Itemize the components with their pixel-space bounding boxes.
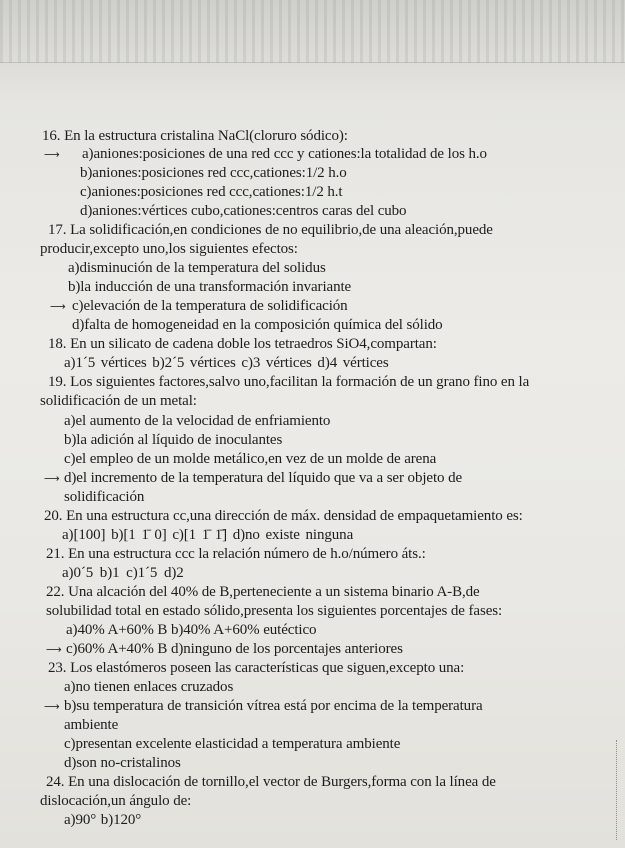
page-edge-marks [616,740,623,840]
question-22-options-line-2: c)60% A+40% B d)ninguno de los porcentajes anteriores [66,641,403,657]
question-21-options: a)0´5 b)1 c)1´5 d)2 [62,565,184,581]
question-17-stem-line-1: 17. La solidificación,en condiciones de no equilibrio,de una aleación,puede [48,222,493,238]
question-19-option-d-continued: solidificación [64,489,145,505]
arrow-marker-icon: ⟶ [44,148,60,161]
question-19-stem-line-2: solidificación de un metal: [40,393,197,409]
arrow-marker-icon: ⟶ [46,643,62,656]
question-23-option-b: b)su temperatura de transición vítrea está por encima de la temperatura [64,698,483,714]
question-17-option-c: c)elevación de la temperatura de solidificación [72,298,348,314]
arrow-marker-icon: ⟶ [44,700,60,713]
arrow-marker-icon: ⟶ [50,300,66,313]
question-24-stem-line-1: 24. En una dislocación de tornillo,el vector de Burgers,forma con la línea de [46,774,496,790]
question-16-option-b: b)aniones:posiciones red ccc,cationes:1/2 h.o [80,165,347,181]
question-17-option-d: d)falta de homogeneidad en la composición química del sólido [72,317,443,333]
question-22-options-line-1: a)40% A+60% B b)40% A+60% eutéctico [66,622,317,638]
question-19-option-d: d)el incremento de la temperatura del líquido que va a ser objeto de [64,470,463,486]
question-23-option-a: a)no tienen enlaces cruzados [64,679,234,695]
question-17-option-a: a)disminución de la temperatura del solidus [68,260,326,276]
question-16-option-a: a)aniones:posiciones de una red ccc y cationes:la totalidad de los h.o [82,146,487,162]
question-23-option-c: c)presentan excelente elasticidad a temperatura ambiente [64,736,401,752]
question-17-option-b: b)la inducción de una transformación invariante [68,279,352,295]
question-20-options: a)[100] b)[1 1̄ 0] c)[1 1̄ 1̄] d)no existe ninguna [62,527,354,543]
question-24-options-line-1: a)90° b)120° [64,812,142,828]
question-17-stem-line-2: producir,excepto uno,los siguientes efectos: [40,241,298,257]
question-16-option-c: c)aniones:posiciones red ccc,cationes:1/2 h.t [80,184,343,200]
question-20-stem: 20. En una estructura cc,una dirección de máx. densidad de empaquetamiento es: [44,508,523,524]
blurred-header-strip [0,0,625,63]
question-23-option-b-continued: ambiente [64,717,119,733]
question-21-stem: 21. En una estructura ccc la relación número de h.o/número áts.: [46,546,426,562]
question-19-stem-line-1: 19. Los siguientes factores,salvo uno,facilitan la formación de un grano fino en la [48,374,530,390]
question-19-option-a: a)el aumento de la velocidad de enfriamiento [64,413,331,429]
question-24-stem-line-2: dislocación,un ángulo de: [40,793,192,809]
question-19-option-c: c)el empleo de un molde metálico,en vez de un molde de arena [64,451,437,467]
question-19-option-b: b)la adición al líquido de inoculantes [64,432,283,448]
question-16-stem: 16. En la estructura cristalina NaCl(cloruro sódico): [42,128,348,144]
arrow-marker-icon: ⟶ [44,472,60,485]
question-18-stem: 18. En un silicato de cadena doble los tetraedros SiO4,compartan: [48,336,437,352]
question-16-option-d: d)aniones:vértices cubo,cationes:centros caras del cubo [80,203,407,219]
question-22-stem-line-2: solubilidad total en estado sólido,presenta los siguientes porcentajes de fases: [46,603,503,619]
question-23-stem: 23. Los elastómeros poseen las características que siguen,excepto una: [48,660,465,676]
question-23-option-d: d)son no-cristalinos [64,755,181,771]
question-22-stem-line-1: 22. Una alcación del 40% de B,perteneciente a un sistema binario A-B,de [46,584,480,600]
question-18-options: a)1´5 vértices b)2´5 vértices c)3 vértices d)4 vértices [64,355,389,371]
